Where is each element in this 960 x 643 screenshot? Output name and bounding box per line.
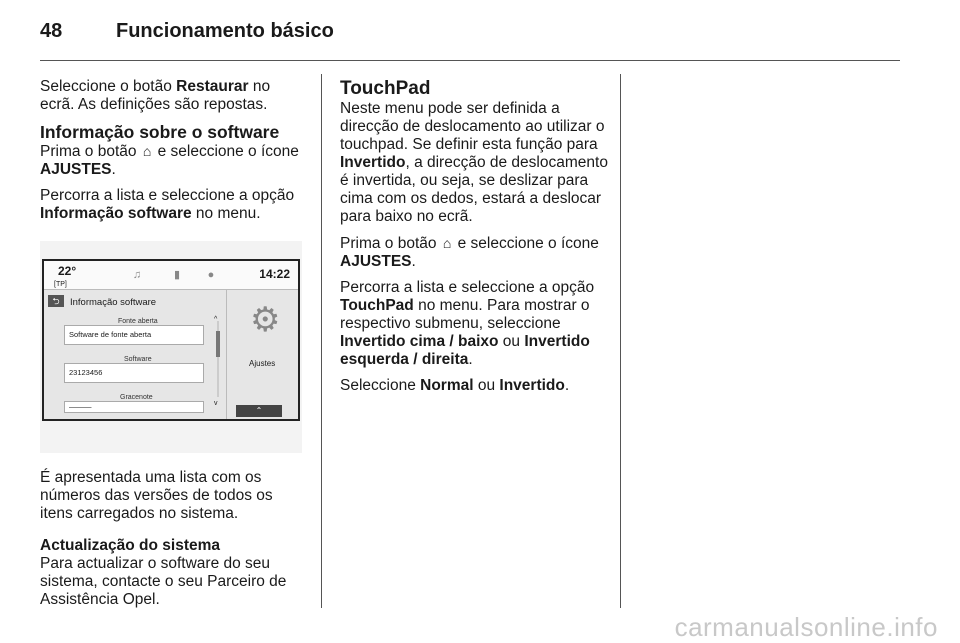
- status-bar: [44, 261, 298, 290]
- header-rule: [40, 60, 900, 61]
- software-info-screenshot: [40, 241, 302, 453]
- screen-title: Informação software: [70, 297, 157, 308]
- temperature: 22°: [58, 264, 77, 278]
- list-item-open-source[interactable]: Software de fonte aberta: [64, 325, 204, 345]
- paragraph-restore: Seleccione o botão Restaurar no ecrã. As definições são repostas.: [40, 78, 271, 113]
- info-icon[interactable]: ●: [207, 269, 215, 281]
- list-item-gracenote[interactable]: ———: [64, 401, 204, 413]
- section-gracenote: Gracenote: [120, 394, 153, 401]
- paragraph-update: Para actualizar o software do seu sistema, contacte o seu Parceiro de Assistência Opel.: [40, 555, 287, 608]
- scroll-down-icon[interactable]: v: [214, 400, 218, 407]
- heading-touchpad: TouchPad: [340, 78, 431, 99]
- column-2: [340, 78, 608, 403]
- paragraph-select-option: Seleccione Normal ou Invertido.: [340, 377, 570, 394]
- page-number: 48: [40, 20, 63, 42]
- settings-label[interactable]: Ajustes: [249, 359, 276, 368]
- phone-icon[interactable]: ▮: [173, 269, 181, 281]
- column-1: [40, 78, 308, 617]
- home-icon: ⌂: [442, 235, 452, 251]
- paragraph-scroll-list: Percorra a lista e seleccione a opção Informação software no menu.: [40, 187, 295, 222]
- scroll-thumb[interactable]: [216, 331, 220, 357]
- paragraph-touchpad-menu: Percorra a lista e seleccione a opção TouchPad no menu. Para mostrar o respectivo submenu, seleccione Invertido cima / baixo ou Invertido esquerda / direita.: [340, 279, 595, 368]
- section-software: Software: [124, 356, 152, 363]
- page-title: Funcionamento básico: [116, 20, 334, 42]
- clock: 14:22: [259, 267, 290, 281]
- paragraph-press-home-2: Prima o botão ⌂ e seleccione o ícone AJUSTES.: [340, 235, 599, 270]
- heading-system-update: Actualização do sistema: [40, 537, 221, 554]
- tp-indicator: [TP]: [54, 281, 67, 288]
- section-open-source: Fonte aberta: [118, 318, 158, 325]
- paragraph-touchpad-intro: Neste menu pode ser definida a direcção de deslocamento ao utilizar o touchpad. Se definir esta função para Invertido, a direcção de deslocamento é invertida, ou seja, se deslizar para cima com os dedos, estará a deslocar para baixo no ecrã.: [340, 100, 608, 225]
- scroll-up-icon[interactable]: ^: [214, 316, 218, 323]
- music-icon[interactable]: ♫: [132, 269, 142, 281]
- paragraph-press-home: Prima o botão ⌂ e seleccione o ícone AJUSTES.: [40, 143, 299, 178]
- heading-software-info: Informação sobre o software: [40, 122, 280, 142]
- list-item-software-version[interactable]: 23123456: [64, 363, 204, 383]
- watermark: carmanualsonline.info: [674, 612, 938, 642]
- infotainment-screen: [42, 259, 300, 421]
- settings-gear-icon[interactable]: ⚙: [250, 301, 281, 339]
- home-icon: ⌂: [142, 143, 152, 159]
- column-divider-1: [321, 74, 322, 608]
- collapse-chevron-icon[interactable]: ⌃: [236, 405, 282, 417]
- paragraph-version-list: É apresentada uma lista com os números das versões de todos os itens carregados no sistema.: [40, 469, 273, 522]
- column-divider-2: [620, 74, 621, 608]
- scrollbar[interactable]: [214, 311, 222, 413]
- back-arrow-icon[interactable]: ⮌: [48, 295, 64, 307]
